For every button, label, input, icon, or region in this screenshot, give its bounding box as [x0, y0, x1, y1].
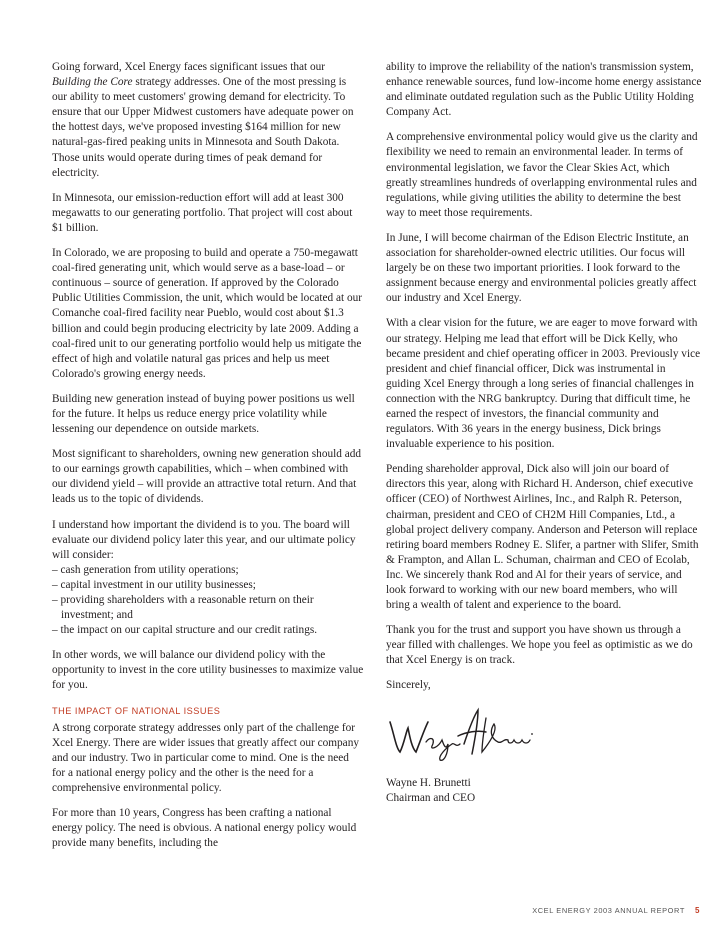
- paragraph: A strong corporate strategy addresses only part of the challenge for Xcel Energy. There are wider issues that greatly affect our company and our industry. Two in particular come to mind. One is the need for a national energy policy and the other is the need for a comprehensive environmental policy.: [52, 721, 359, 795]
- paragraph: In June, I will become chairman of the Edison Electric Institute, an association for shareholder-owned electric utilities. Our focus will largely be on these two important priorities. I look forward to the assignment because energy and environmental policies greatly affect our industry and Xcel Energy.: [386, 231, 697, 305]
- page-number: 5: [694, 906, 700, 915]
- section-heading: THE IMPACT OF NATIONAL ISSUES: [52, 705, 221, 716]
- signatory-title: Chairman and CEO: [386, 791, 476, 804]
- list-item: – providing shareholders with a reasonable return on their investment; and: [52, 594, 314, 622]
- page-footer: [400, 906, 700, 915]
- left-column: [52, 60, 364, 861]
- paragraph: With a clear vision for the future, we are eager to move forward with our strategy. Helping me lead that effort will be Dick Kelly, who became president and chief operating officer in 2003. Previously vice president and chief financial officer, Dick was instrumental in guiding Xcel Energy through a long series of financial challenges in connection with the NRG bankruptcy. During that difficult time, he earned the respect of investors, the financial community and regulators. With 36 years in the energy business, Dick brings invaluable experience to his position.: [386, 317, 701, 451]
- right-column: [386, 60, 702, 806]
- paragraph: In other words, we will balance our dividend policy with the opportunity to invest in the core utility businesses to maximize value for you.: [52, 649, 364, 692]
- signatory-name: Wayne H. Brunetti: [386, 776, 471, 789]
- dividend-policy-paragraph: [52, 518, 364, 639]
- list-item: – cash generation from utility operations;: [52, 563, 239, 576]
- paragraph: ability to improve the reliability of the nation's transmission system, enhance renewable sources, fund low-income home energy assistance and eliminate outdated regulation such as the Public Utility Holding Company Act.: [386, 61, 702, 119]
- paragraph: In Minnesota, our emission-reduction effort will add at least 300 megawatts to our generating portfolio. That project will cost about $1 billion.: [52, 191, 353, 234]
- paragraph: Pending shareholder approval, Dick also will join our board of directors this year, along with Richard H. Anderson, chief executive officer (CEO) of Northwest Airlines, Inc., and Ralph R. Peterson, chairman, president and CEO of CH2M Hill Companies, Ltd., a global project delivery company. Anderson and Peterson will replace retiring board members Rodney E. Slifer, a partner with Slifer, Smith & Frampton, and Allan L. Schuman, chairman and CEO of Ecolab, Inc. We sincerely thank Rod and Al for their years of service, and look forward to working with our new board members, who will bring a wealth of talent and experience to the board.: [386, 463, 699, 612]
- handwritten-signature: [386, 704, 536, 766]
- list-item: – capital investment in our utility businesses;: [52, 578, 256, 591]
- paragraph: Going forward, Xcel Energy faces significant issues that our Building the Core strategy addresses. One of the most pressing is our ability to meet customers' growing demand for electricity. To ensure that our Upper Midwest customers have adequate power on the hottest days, we've proposed investing $164 million for new natural-gas-fired peaking units in Minnesota and South Dakota. Those units would operate during times of peak demand for electricity.: [52, 61, 354, 179]
- report-title-italic: Building the Core: [52, 76, 133, 89]
- signature-graphic: [386, 704, 702, 766]
- paragraph-intro: I understand how important the dividend is to you. The board will evaluate our dividend policy later this year, and our ultimate policy will consider:: [52, 518, 356, 561]
- paragraph: Most significant to shareholders, owning new generation should add to our earnings growth capabilities, which – when combined with our dividend yield – will provide an attractive total return. And that leads us to the topic of dividends.: [52, 448, 362, 506]
- closing-salutation: Sincerely,: [386, 679, 431, 692]
- paragraph: In Colorado, we are proposing to build and operate a 750-megawatt coal-fired generating unit, which would serve as a base-load – or continuous – source of generation. If approved by the Colorado Public Utilities Commission, the unit, which would be located at our Comanche coal-fired facility near Pueblo, would cost about $1.3 billion and could begin producing electricity by late 2009. Adding a coal-fired unit to our generating portfolio would help us mitigate the effect of high and volatile natural gas prices and help us meet Colorado's growing energy needs.: [52, 247, 363, 380]
- paragraph: For more than 10 years, Congress has been crafting a national energy policy. The need is obvious. A national energy policy would provide many benefits, including the: [52, 807, 357, 850]
- paragraph: A comprehensive environmental policy would give us the clarity and flexibility we need to remain an environmental leader. In terms of environmental legislation, we favor the Clear Skies Act, which greatly streamlines hundreds of overlapping environmental rules and regulations, while giving utilities the ability to determine the best way to meet those requirements.: [386, 131, 698, 219]
- paragraph: Thank you for the trust and support you have shown us through a year filled with challenges. We hope you feel as optimistic as we do that Xcel Energy is on track.: [386, 624, 693, 667]
- report-label: XCEL ENERGY 2003 ANNUAL REPORT: [532, 906, 685, 915]
- list-item: – the impact on our capital structure and our credit ratings.: [52, 624, 318, 637]
- paragraph: Building new generation instead of buying power positions us well for the future. It helps us reduce energy price volatility while lessening our dependence on outside markets.: [52, 392, 355, 436]
- policy-list: [52, 563, 364, 638]
